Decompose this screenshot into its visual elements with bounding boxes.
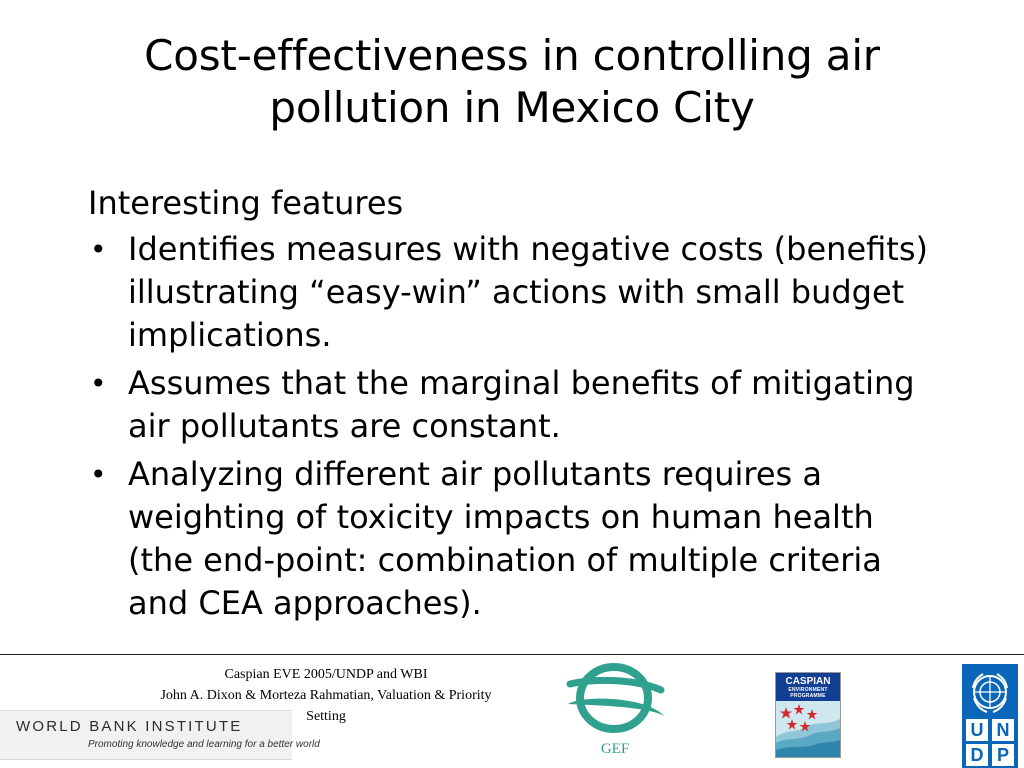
bullet-icon: • [90,233,107,266]
footer-line-2: John A. Dixon & Morteza Rahmatian, Valuation & Priority [160,688,492,703]
caspian-logo-line-2: ENVIRONMENT [788,687,828,693]
caspian-environment-programme-logo [775,672,841,758]
slide-title: Cost-effectiveness in controlling air pollution in Mexico City [144,31,880,132]
gef-logo [560,662,670,756]
bullet-item [88,228,938,357]
caspian-logo-line-1: CASPIAN [785,676,831,687]
world-bank-institute-name: WORLD BANK INSTITUTE [16,718,243,735]
caspian-logo-line-3: PROGRAMME [790,693,826,699]
bullet-text: Analyzing different air pollutants requires a weighting of toxicity impacts on human health (the end-point: combination of multiple criteria and CEA approaches). [128,455,882,622]
undp-letter-p: P [992,744,1014,766]
bullet-text: Assumes that the marginal benefits of mitigating air pollutants are constant. [128,364,915,445]
slide-content [88,182,938,630]
gef-label: GEF [600,741,630,757]
un-emblem-icon [965,667,1015,717]
undp-logo [962,664,1018,768]
bullet-icon: • [90,367,107,400]
caspian-sea-icon [776,701,840,757]
undp-letter-d: D [966,744,988,766]
bullet-list [88,228,938,625]
world-bank-institute-tagline: Promoting knowledge and learning for a better world [88,739,320,750]
bullet-text: Identifies measures with negative costs (benefits) illustrating “easy-win” actions with small budget implications. [128,230,928,354]
world-bank-institute-logo [0,710,320,760]
bullet-icon: • [90,458,107,491]
caspian-logo-header [776,673,840,701]
undp-letter-u: U [966,719,988,741]
footer-line-1: Caspian EVE 2005/UNDP and WBI [224,667,428,682]
section-heading: Interesting features [88,184,404,222]
undp-letter-n: N [992,719,1014,741]
bullet-item [88,362,938,448]
footer-divider [0,654,1024,655]
bullet-item [88,453,938,625]
footer-line-3: Setting [306,709,346,724]
gef-globe-icon [560,662,670,742]
